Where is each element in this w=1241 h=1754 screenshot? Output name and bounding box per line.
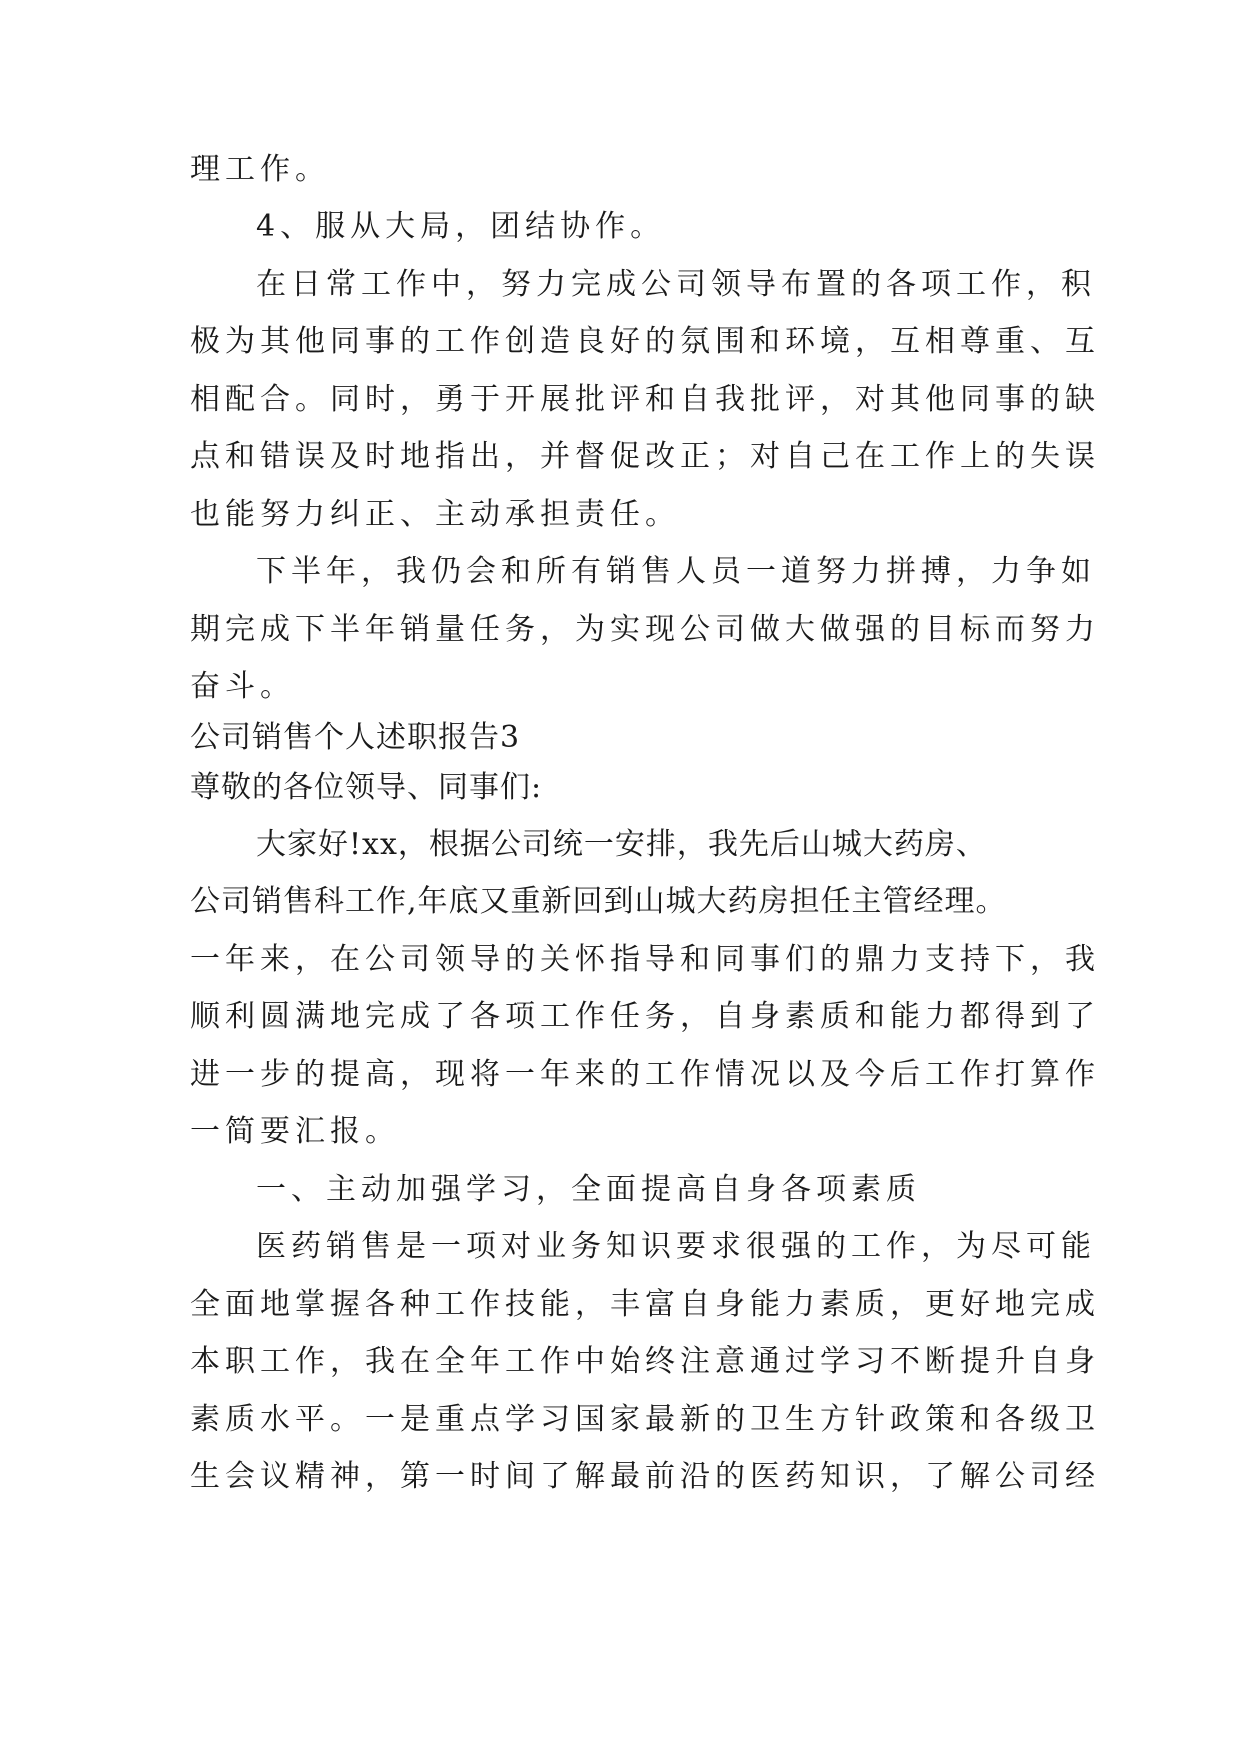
- paragraph-line: 理工作。: [190, 152, 330, 187]
- paragraph-line: 也能努力纠正、主动承担责任。: [190, 497, 680, 532]
- paragraph-line: 医药销售是一项对业务知识要求很强的工作，为尽可能: [256, 1229, 1096, 1264]
- paragraph-line: 一年来，在公司领导的关怀指导和同事们的鼎力支持下，我: [190, 942, 1100, 977]
- paragraph-line: 大家好!xx，根据公司统一安排，我先后山城大药房、: [256, 827, 987, 862]
- paragraph-line: 期完成下半年销量任务，为实现公司做大做强的目标而努力: [190, 612, 1100, 647]
- paragraph-line: 极为其他同事的工作创造良好的氛围和环境，互相尊重、互: [190, 324, 1100, 359]
- paragraph-line: 奋斗。: [190, 669, 295, 704]
- paragraph-line: 下半年，我仍会和所有销售人员一道努力拼搏，力争如: [256, 554, 1096, 589]
- salutation: 尊敬的各位领导、同事们:: [190, 770, 543, 805]
- paragraph-line: 公司销售科工作,年底又重新回到山城大药房担任主管经理。: [190, 884, 1007, 919]
- paragraph-line: 生会议精神，第一时间了解最前沿的医药知识，了解公司经: [190, 1459, 1100, 1494]
- paragraph-line: 一简要汇报。: [190, 1114, 400, 1149]
- paragraph-line: 顺利圆满地完成了各项工作任务，自身素质和能力都得到了: [190, 999, 1100, 1034]
- report-title: 公司销售个人述职报告3: [190, 720, 521, 755]
- paragraph-line: 素质水平。一是重点学习国家最新的卫生方针政策和各级卫: [190, 1402, 1100, 1437]
- paragraph-line: 本职工作，我在全年工作中始终注意通过学习不断提升自身: [190, 1344, 1100, 1379]
- paragraph-line: 相配合。同时，勇于开展批评和自我批评，对其他同事的缺: [190, 382, 1100, 417]
- paragraph-line: 进一步的提高，现将一年来的工作情况以及今后工作打算作: [190, 1057, 1100, 1092]
- paragraph-line: 在日常工作中，努力完成公司领导布置的各项工作，积: [256, 267, 1096, 302]
- section-heading: 一、主动加强学习，全面提高自身各项素质: [256, 1172, 921, 1207]
- paragraph-line: 全面地掌握各种工作技能，丰富自身能力素质，更好地完成: [190, 1287, 1100, 1322]
- section-heading: 4、服从大局，团结协作。: [256, 209, 666, 244]
- paragraph-line: 点和错误及时地指出，并督促改正；对自己在工作上的失误: [190, 439, 1100, 474]
